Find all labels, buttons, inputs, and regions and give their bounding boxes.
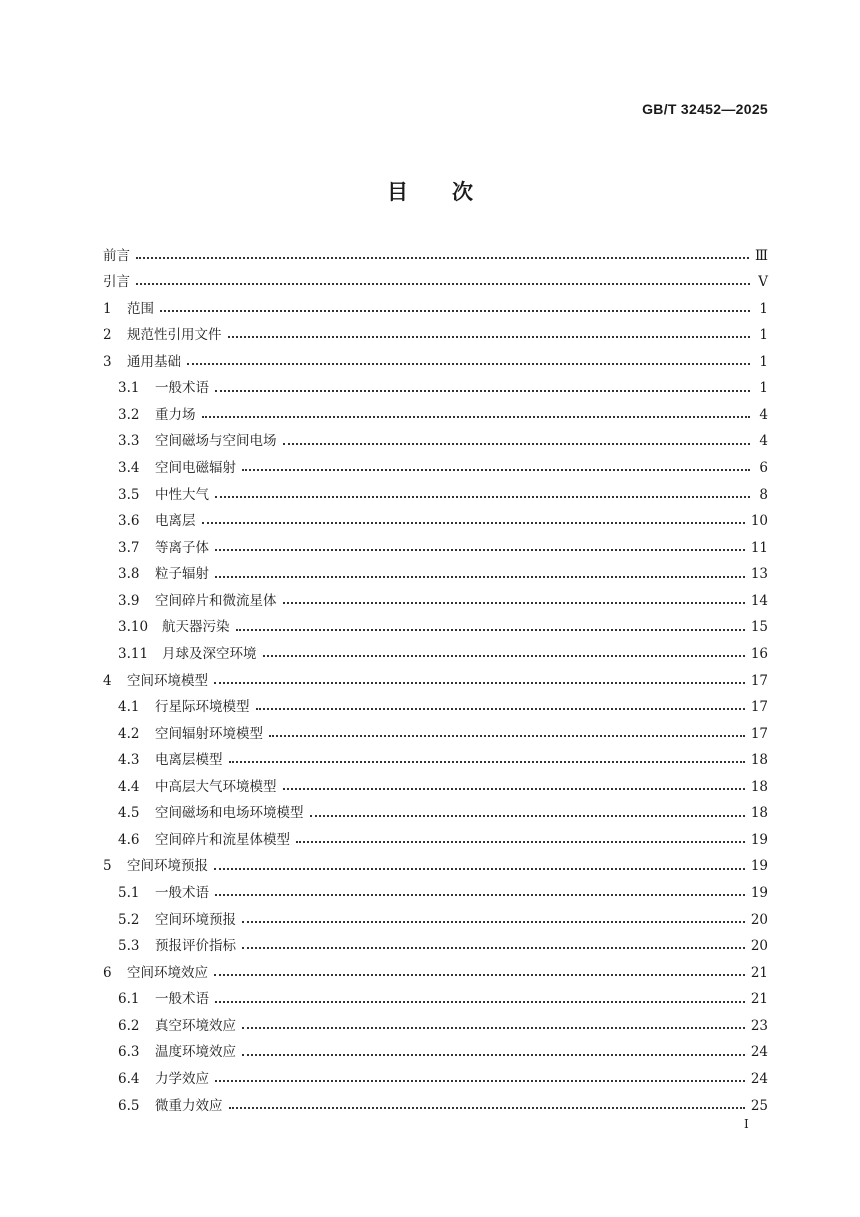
toc-entry[interactable]	[103, 1093, 768, 1120]
toc-entry-label	[103, 329, 222, 343]
toc-entry-text: 空间环境效应	[127, 964, 208, 981]
page-title: 目次	[387, 180, 517, 204]
toc-entry-text: 通用基础	[127, 353, 181, 370]
dot-leader	[242, 920, 745, 923]
toc-entry-label	[118, 568, 209, 582]
toc-entry-label	[103, 964, 208, 981]
toc-entry[interactable]	[103, 243, 768, 270]
toc-entry[interactable]	[103, 854, 768, 881]
dot-leader	[283, 601, 745, 604]
toc-entry-page: 21	[750, 991, 768, 1008]
toc-entry-text: 一般术语	[155, 991, 209, 1008]
toc-entry-page: 20	[750, 938, 768, 955]
toc-entry-label	[118, 1046, 236, 1060]
dot-leader	[242, 1026, 745, 1029]
toc-entry[interactable]	[103, 801, 768, 828]
toc-entry-page: 23	[750, 1017, 768, 1034]
toc-entry-label	[118, 621, 230, 635]
toc-entry-number: 4.1	[118, 699, 140, 716]
toc-entry-number: 1	[103, 300, 112, 317]
toc-entry-text: 温度环境效应	[155, 1044, 236, 1061]
toc-entry[interactable]	[103, 509, 768, 536]
toc-entry[interactable]	[103, 695, 768, 722]
toc-entry-text: 引言	[103, 274, 130, 291]
toc-entry-number: 4.4	[118, 778, 140, 795]
toc-entry-number: 4.5	[118, 805, 140, 822]
toc-entry[interactable]	[103, 535, 768, 562]
toc-entry-page: 24	[750, 1044, 768, 1061]
toc-entry-number: 3	[103, 353, 112, 370]
toc-entry-page: 16	[750, 645, 768, 662]
dot-leader	[202, 521, 745, 524]
toc-entry[interactable]	[103, 429, 768, 456]
toc-entry-page: Ⅲ	[754, 247, 768, 264]
toc-entry-page: 21	[750, 964, 768, 981]
toc-entry-text: 规范性引用文件	[127, 327, 222, 344]
toc-entry-label	[118, 807, 304, 821]
toc-entry[interactable]	[103, 748, 768, 775]
dot-leader	[296, 840, 745, 843]
toc-entry-page: 8	[759, 486, 768, 503]
dot-leader	[215, 389, 750, 392]
dot-leader	[215, 575, 745, 578]
toc-entry[interactable]	[103, 323, 768, 350]
toc-entry-label	[118, 887, 209, 901]
toc-entry-text: 一般术语	[155, 885, 209, 902]
toc-entry-label	[118, 831, 290, 848]
toc-entry-label	[118, 940, 236, 954]
dot-leader	[256, 707, 745, 710]
toc-entry-page: 1	[759, 380, 768, 397]
toc-entry-label	[118, 911, 236, 928]
dot-leader	[214, 973, 745, 976]
dot-leader	[215, 548, 745, 551]
toc-entry-page: 4	[759, 433, 768, 450]
toc-entry-label	[118, 462, 236, 476]
toc-entry-label	[118, 725, 263, 742]
toc-entry-page: 4	[759, 406, 768, 423]
toc-entry-text: 行星际环境模型	[155, 699, 250, 716]
toc-entry[interactable]	[103, 270, 768, 297]
dot-leader	[229, 1106, 745, 1109]
toc-entry-text: 范围	[127, 300, 154, 317]
toc-entry-text: 空间环境模型	[127, 672, 208, 689]
toc-entry-label	[118, 754, 223, 768]
toc-entry[interactable]	[103, 615, 768, 642]
toc-entry[interactable]	[103, 1040, 768, 1067]
toc-entry-number: 2	[103, 327, 112, 344]
dot-leader	[136, 282, 750, 285]
toc-entry-number: 6.4	[118, 1070, 140, 1087]
toc-entry-text: 力学效应	[155, 1070, 209, 1087]
toc-entry-text: 预报评价指标	[155, 938, 236, 955]
toc-entry-page: 1	[759, 327, 768, 344]
toc-entry-page: 6	[759, 460, 768, 477]
toc-entry[interactable]	[103, 827, 768, 854]
toc-entry-label	[118, 406, 196, 423]
toc-entry-page: 19	[750, 858, 768, 875]
toc-entry-text: 月球及深空环境	[162, 645, 257, 662]
dot-leader	[136, 256, 749, 259]
toc-entry-page: 25	[750, 1097, 768, 1114]
table-of-contents	[103, 243, 768, 1120]
toc-entry-text: 重力场	[155, 406, 196, 423]
dot-leader	[202, 415, 751, 418]
toc-entry-label	[118, 1017, 236, 1034]
toc-entry-page: 11	[750, 539, 768, 556]
toc-entry-number: 3.6	[118, 513, 140, 530]
dot-leader	[214, 867, 745, 870]
toc-entry-number: 3.11	[118, 645, 149, 662]
toc-entry-number: 5.1	[118, 885, 140, 902]
toc-entry-label	[118, 539, 209, 556]
dot-leader	[215, 893, 745, 896]
toc-entry[interactable]	[103, 296, 768, 323]
dot-leader	[228, 335, 751, 338]
toc-entry-number: 6.3	[118, 1044, 140, 1061]
toc-entry-number: 3.8	[118, 566, 140, 583]
toc-entry-number: 3.3	[118, 433, 140, 450]
dot-leader	[215, 495, 750, 498]
toc-entry-number: 3.5	[118, 486, 140, 503]
toc-entry[interactable]	[103, 349, 768, 376]
toc-entry-text: 一般术语	[155, 380, 209, 397]
toc-entry-number: 3.9	[118, 592, 140, 609]
toc-entry-label	[103, 672, 208, 689]
toc-entry[interactable]	[103, 960, 768, 987]
toc-entry-number: 4	[103, 672, 112, 689]
toc-entry-text: 空间碎片和流星体模型	[155, 831, 290, 848]
toc-entry[interactable]	[103, 907, 768, 934]
toc-entry-label	[118, 435, 277, 449]
toc-entry[interactable]	[103, 987, 768, 1014]
toc-entry-label	[103, 247, 130, 264]
dot-leader	[214, 681, 745, 684]
toc-entry[interactable]	[103, 562, 768, 589]
toc-entry-text: 航天器污染	[162, 619, 230, 636]
toc-entry[interactable]	[103, 482, 768, 509]
standard-code: GB/T 32452—2025	[642, 101, 768, 117]
dot-leader	[187, 362, 750, 365]
toc-entry-number: 3.1	[118, 380, 140, 397]
toc-entry-label	[118, 515, 196, 529]
dot-leader	[229, 760, 745, 763]
toc-entry-number: 3.4	[118, 460, 140, 477]
toc-entry-text: 空间碎片和微流星体	[155, 592, 277, 609]
toc-entry-label	[103, 276, 130, 290]
toc-entry-page: 17	[750, 699, 768, 716]
toc-entry-page: 15	[750, 619, 768, 636]
toc-entry-page: 17	[750, 725, 768, 742]
toc-entry-label	[103, 860, 208, 874]
toc-entry-text: 电离层模型	[155, 752, 223, 769]
toc-entry-text: 空间环境预报	[155, 911, 236, 928]
toc-entry-number: 5.3	[118, 938, 140, 955]
dot-leader	[242, 946, 745, 949]
toc-entry-label	[118, 993, 209, 1007]
toc-entry-text: 前言	[103, 247, 130, 264]
dot-leader	[242, 468, 750, 471]
toc-entry-text: 空间磁场和电场环境模型	[155, 805, 304, 822]
toc-entry-text: 中高层大气环境模型	[155, 778, 277, 795]
toc-entry-number: 5.2	[118, 911, 140, 928]
toc-entry-number: 4.6	[118, 831, 140, 848]
toc-entry-page: 17	[750, 672, 768, 689]
toc-entry-text: 粒子辐射	[155, 566, 209, 583]
toc-entry-page: 19	[750, 831, 768, 848]
toc-entry-label	[118, 778, 277, 795]
toc-entry[interactable]	[103, 721, 768, 748]
toc-entry-number: 3.7	[118, 539, 140, 556]
toc-entry-number: 3.2	[118, 406, 140, 423]
toc-entry-text: 空间磁场与空间电场	[155, 433, 277, 450]
toc-entry-page: 24	[750, 1070, 768, 1087]
toc-entry-label	[103, 300, 154, 317]
toc-entry-page: 1	[759, 353, 768, 370]
toc-entry-text: 空间电磁辐射	[155, 460, 236, 477]
toc-entry[interactable]	[103, 668, 768, 695]
toc-entry-label	[118, 592, 277, 609]
toc-entry[interactable]	[103, 1066, 768, 1093]
toc-entry-text: 等离子体	[155, 539, 209, 556]
toc-entry-number: 6.5	[118, 1097, 140, 1114]
toc-entry-text: 真空环境效应	[155, 1017, 236, 1034]
toc-entry-page: 19	[750, 885, 768, 902]
dot-leader	[215, 1000, 745, 1003]
dot-leader	[310, 814, 745, 817]
toc-entry-number: 4.3	[118, 752, 140, 769]
toc-entry-number: 6.1	[118, 991, 140, 1008]
toc-entry-label	[103, 353, 181, 370]
toc-entry[interactable]	[103, 641, 768, 668]
toc-entry-page: 13	[750, 566, 768, 583]
toc-entry-number: 3.10	[118, 619, 149, 636]
dot-leader	[283, 442, 751, 445]
toc-entry[interactable]	[103, 588, 768, 615]
toc-entry[interactable]	[103, 376, 768, 403]
toc-entry-page: 14	[750, 592, 768, 609]
toc-entry-page: 1	[759, 300, 768, 317]
dot-leader	[236, 628, 745, 631]
toc-entry-label	[118, 1097, 223, 1114]
dot-leader	[242, 1053, 745, 1056]
dot-leader	[269, 734, 745, 737]
toc-entry-label	[118, 701, 250, 715]
toc-entry-number: 6	[103, 964, 112, 981]
toc-entry-page: 10	[750, 513, 768, 530]
toc-entry-label	[118, 382, 209, 396]
toc-entry-number: 4.2	[118, 725, 140, 742]
toc-entry-text: 电离层	[155, 513, 196, 530]
toc-entry-text: 中性大气	[155, 486, 209, 503]
dot-leader	[263, 654, 745, 657]
toc-entry-label	[118, 1070, 209, 1087]
toc-entry-text: 微重力效应	[155, 1097, 223, 1114]
dot-leader	[215, 1079, 745, 1082]
toc-entry[interactable]	[103, 881, 768, 908]
toc-entry-label	[118, 486, 209, 503]
toc-entry-text: 空间辐射环境模型	[155, 725, 263, 742]
toc-entry-text: 空间环境预报	[127, 858, 208, 875]
toc-entry-page: 18	[750, 778, 768, 795]
toc-entry[interactable]	[103, 1013, 768, 1040]
toc-entry[interactable]	[103, 456, 768, 483]
dot-leader	[283, 787, 745, 790]
toc-entry-page: 18	[750, 752, 768, 769]
toc-entry[interactable]	[103, 774, 768, 801]
toc-entry-label	[118, 645, 257, 662]
toc-entry-page: 18	[750, 805, 768, 822]
toc-entry[interactable]	[103, 402, 768, 429]
toc-entry-page: Ⅴ	[758, 274, 768, 291]
toc-entry-page: 20	[750, 911, 768, 928]
toc-entry[interactable]	[103, 934, 768, 961]
page-folio: I	[744, 1117, 749, 1131]
toc-entry-number: 5	[103, 858, 112, 875]
toc-entry-number: 6.2	[118, 1017, 140, 1034]
dot-leader	[160, 309, 750, 312]
